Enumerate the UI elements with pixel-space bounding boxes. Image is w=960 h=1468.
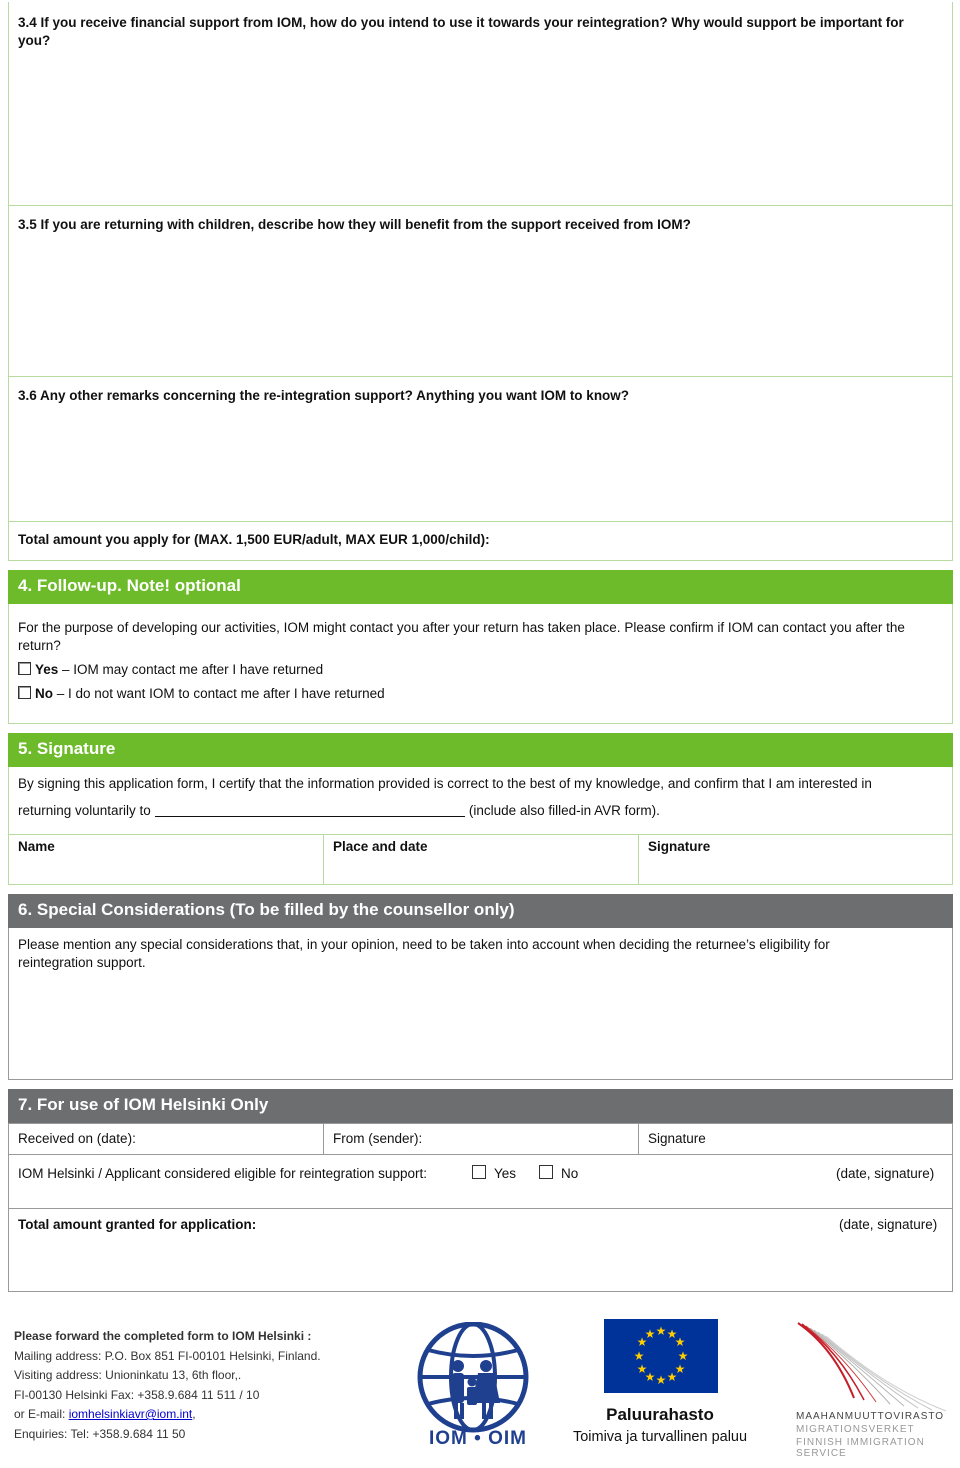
migri-bird-icon xyxy=(794,1318,954,1413)
sig-signature-label: Signature xyxy=(648,839,711,854)
footer-enquiries: Enquiries: Tel: +358.9.684 11 50 xyxy=(14,1426,186,1441)
svg-text:★: ★ xyxy=(636,1362,648,1376)
svg-text:★: ★ xyxy=(674,1335,686,1349)
migri-text-2: MIGRATIONSVERKET xyxy=(796,1424,915,1435)
sig-name-label: Name xyxy=(18,839,55,854)
iom-logo-text: IOM • OIM xyxy=(429,1428,527,1449)
q35-label: 3.5 If you are returning with children, describe how they will benefit from the support received from IOM? xyxy=(18,217,691,232)
followup-yes-option[interactable] xyxy=(18,661,323,679)
avr-note: (include also filled-in AVR form). xyxy=(468,803,660,818)
eu-subtitle: Toimiva ja turvallinen paluu xyxy=(572,1429,748,1445)
svg-text:★: ★ xyxy=(674,1362,686,1376)
migri-text-1: MAAHANMUUTTOVIRASTO xyxy=(796,1411,945,1422)
svg-text:★: ★ xyxy=(666,1327,678,1341)
sig-name-cell[interactable] xyxy=(8,834,324,885)
section7-header: 7. For use of IOM Helsinki Only xyxy=(8,1089,953,1123)
section4-header: 4. Follow-up. Note! optional xyxy=(8,570,953,604)
eu-stars-icon xyxy=(604,1319,718,1393)
section5-text1: By signing this application form, I certify that the information provided is correct to the best of my knowledge, and confirm that I am interested in xyxy=(18,776,872,791)
section6-text: Please mention any special considerations that, in your opinion, need to be taken into account when deciding the returnee’s eligibility for reintegration support. xyxy=(18,937,830,970)
sig-place-label: Place and date xyxy=(333,839,428,854)
migri-logo xyxy=(794,1318,954,1413)
granted-date-sig: (date, signature) xyxy=(839,1217,938,1232)
received-label: Received on (date): xyxy=(18,1131,136,1146)
footer-heading: Please forward the completed form to IOM Helsinki : xyxy=(14,1329,312,1343)
svg-text:★: ★ xyxy=(633,1349,645,1363)
section4-text: For the purpose of developing our activities, IOM might contact you after your return has taken place. Please confirm if IOM can contact you after the return? xyxy=(18,620,905,653)
followup-no-option[interactable] xyxy=(18,685,385,703)
svg-text:★: ★ xyxy=(644,1370,656,1384)
yes-checkbox[interactable] xyxy=(18,662,31,675)
no-text: – I do not want IOM to contact me after I have returned xyxy=(56,686,385,701)
svg-text:★: ★ xyxy=(655,1324,667,1338)
footer-address xyxy=(14,1327,374,1444)
from-label: From (sender): xyxy=(333,1131,423,1146)
svg-text:★: ★ xyxy=(636,1335,648,1349)
section5-text2 xyxy=(18,802,948,820)
footer-visiting: Visiting address: Unioninkatu 13, 6th floor,. xyxy=(14,1368,242,1382)
eligible-no-label: No xyxy=(561,1166,579,1181)
q36-label: 3.6 Any other remarks concerning the re-integration support? Anything you want IOM to know? xyxy=(18,388,630,403)
return-to-label: returning voluntarily to xyxy=(18,803,151,818)
footer-email-line: or E-mail: iomhelsinkiavr@iom.int, xyxy=(14,1407,196,1421)
no-label: No xyxy=(35,686,53,701)
eu-flag xyxy=(604,1319,718,1393)
return-country-field[interactable] xyxy=(155,804,465,817)
migri-text-3: FINNISH IMMIGRATION SERVICE xyxy=(796,1437,925,1459)
section5-header: 5. Signature xyxy=(8,733,953,767)
no-checkbox[interactable] xyxy=(18,686,31,699)
eligible-no-checkbox[interactable] xyxy=(539,1165,553,1179)
section6-header: 6. Special Considerations (To be filled by the counsellor only) xyxy=(8,894,953,928)
eligible-yes-checkbox[interactable] xyxy=(472,1165,486,1179)
q34-label: 3.4 If you receive financial support from IOM, how do you intend to use it towards your reintegration? Why would support be important for you? xyxy=(18,15,904,48)
eligible-yes-label: Yes xyxy=(494,1166,517,1181)
yes-label: Yes xyxy=(35,662,59,677)
footer-mailing: Mailing address: P.O. Box 851 FI-00101 Helsinki, Finland. xyxy=(14,1348,321,1363)
eligible-yes-option[interactable] xyxy=(472,1165,516,1183)
eu-title: Paluurahasto xyxy=(606,1405,714,1424)
eligible-no-option[interactable] xyxy=(539,1165,578,1183)
svg-text:★: ★ xyxy=(644,1327,656,1341)
email-link[interactable]: iomhelsinkiavr@iom.int xyxy=(68,1407,193,1421)
eligible-date-sig: (date, signature) xyxy=(836,1166,935,1181)
signature-label: Signature xyxy=(648,1131,706,1146)
total-apply-label: Total amount you apply for (MAX. 1,500 EUR/adult, MAX EUR 1,000/child): xyxy=(18,532,490,547)
granted-label: Total amount granted for application: xyxy=(18,1217,257,1232)
yes-text: – IOM may contact me after I have returned xyxy=(62,662,324,677)
svg-text:★: ★ xyxy=(655,1373,667,1387)
footer-postal: FI-00130 Helsinki Fax: +358.9.684 11 511 / 10 xyxy=(14,1387,260,1402)
svg-text:★: ★ xyxy=(677,1349,689,1363)
eligible-label: IOM Helsinki / Applicant considered eligible for reintegration support: xyxy=(18,1166,427,1181)
svg-text:★: ★ xyxy=(666,1370,678,1384)
